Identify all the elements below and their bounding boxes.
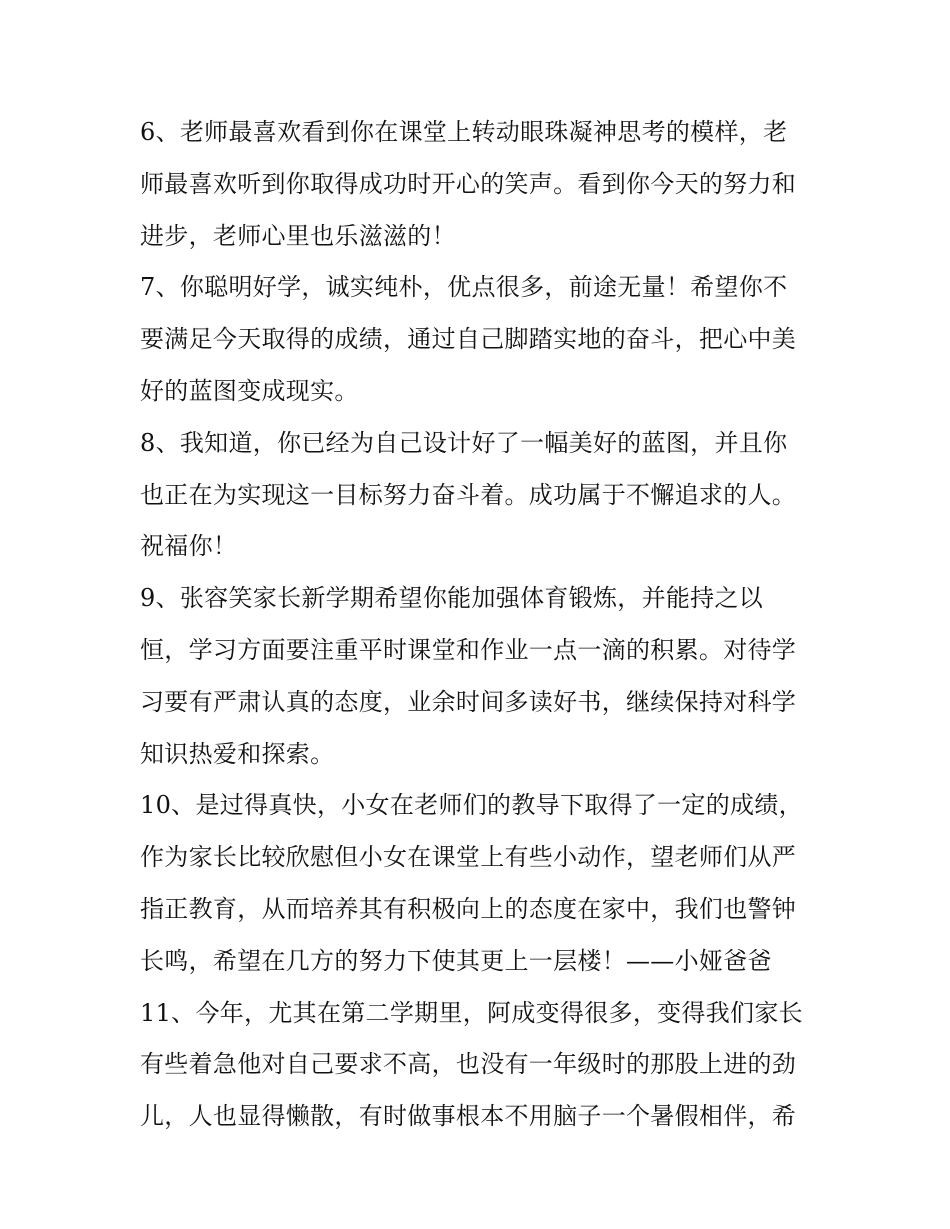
text-line: 11、今年，尤其在第二学期里，阿成变得很多，变得我们家长 [140,998,803,1027]
text-line: 长鸣，希望在几方的努力下使其更上一层楼！——小娅爸爸 [140,946,772,975]
text-line: 祝福你！ [140,532,238,561]
text-line: 知识热爱和探索。 [140,739,335,768]
text-line: 作为家长比较欣慰但小女在课堂上有些小动作，望老师们从严 [140,843,797,872]
text-line: 也正在为实现这一目标努力奋斗着。成功属于不懈追求的人。 [140,480,797,509]
text-line: 7、你聪明好学，诚实纯朴，优点很多，前途无量！希望你不 [140,273,788,302]
text-line: 要满足今天取得的成绩，通过自己脚踏实地的奋斗，把心中美 [140,325,797,354]
text-line: 师最喜欢听到你取得成功时开心的笑声。看到你今天的努力和 [140,169,797,198]
text-line: 9、张容笑家长新学期希望你能加强体育锻炼，并能持之以 [140,584,764,613]
text-line: 习要有严肃认真的态度，业余时间多读好书，继续保持对科学 [140,687,797,716]
text-line: 8、我知道，你已经为自己设计好了一幅美好的蓝图，并且你 [140,428,788,457]
text-line: 进步，老师心里也乐滋滋的！ [140,221,456,250]
document-body [140,107,812,1143]
text-line: 有些着急他对自己要求不高，也没有一年级时的那股上进的劲 [140,1050,797,1079]
text-line: 10、是过得真快，小女在老师们的教导下取得了一定的成绩， [140,791,803,820]
text-line: 6、老师最喜欢看到你在课堂上转动眼珠凝神思考的模样，老 [140,118,788,146]
text-line: 儿，人也显得懒散，有时做事根本不用脑子一个暑假相伴，希 [140,1102,797,1131]
text-line: 恒，学习方面要注重平时课堂和作业一点一滴的积累。对待学 [140,635,797,664]
text-line: 指正教育，从而培养其有积极向上的态度在家中，我们也警钟 [140,894,797,923]
text-line: 好的蓝图变成现实。 [140,376,359,405]
